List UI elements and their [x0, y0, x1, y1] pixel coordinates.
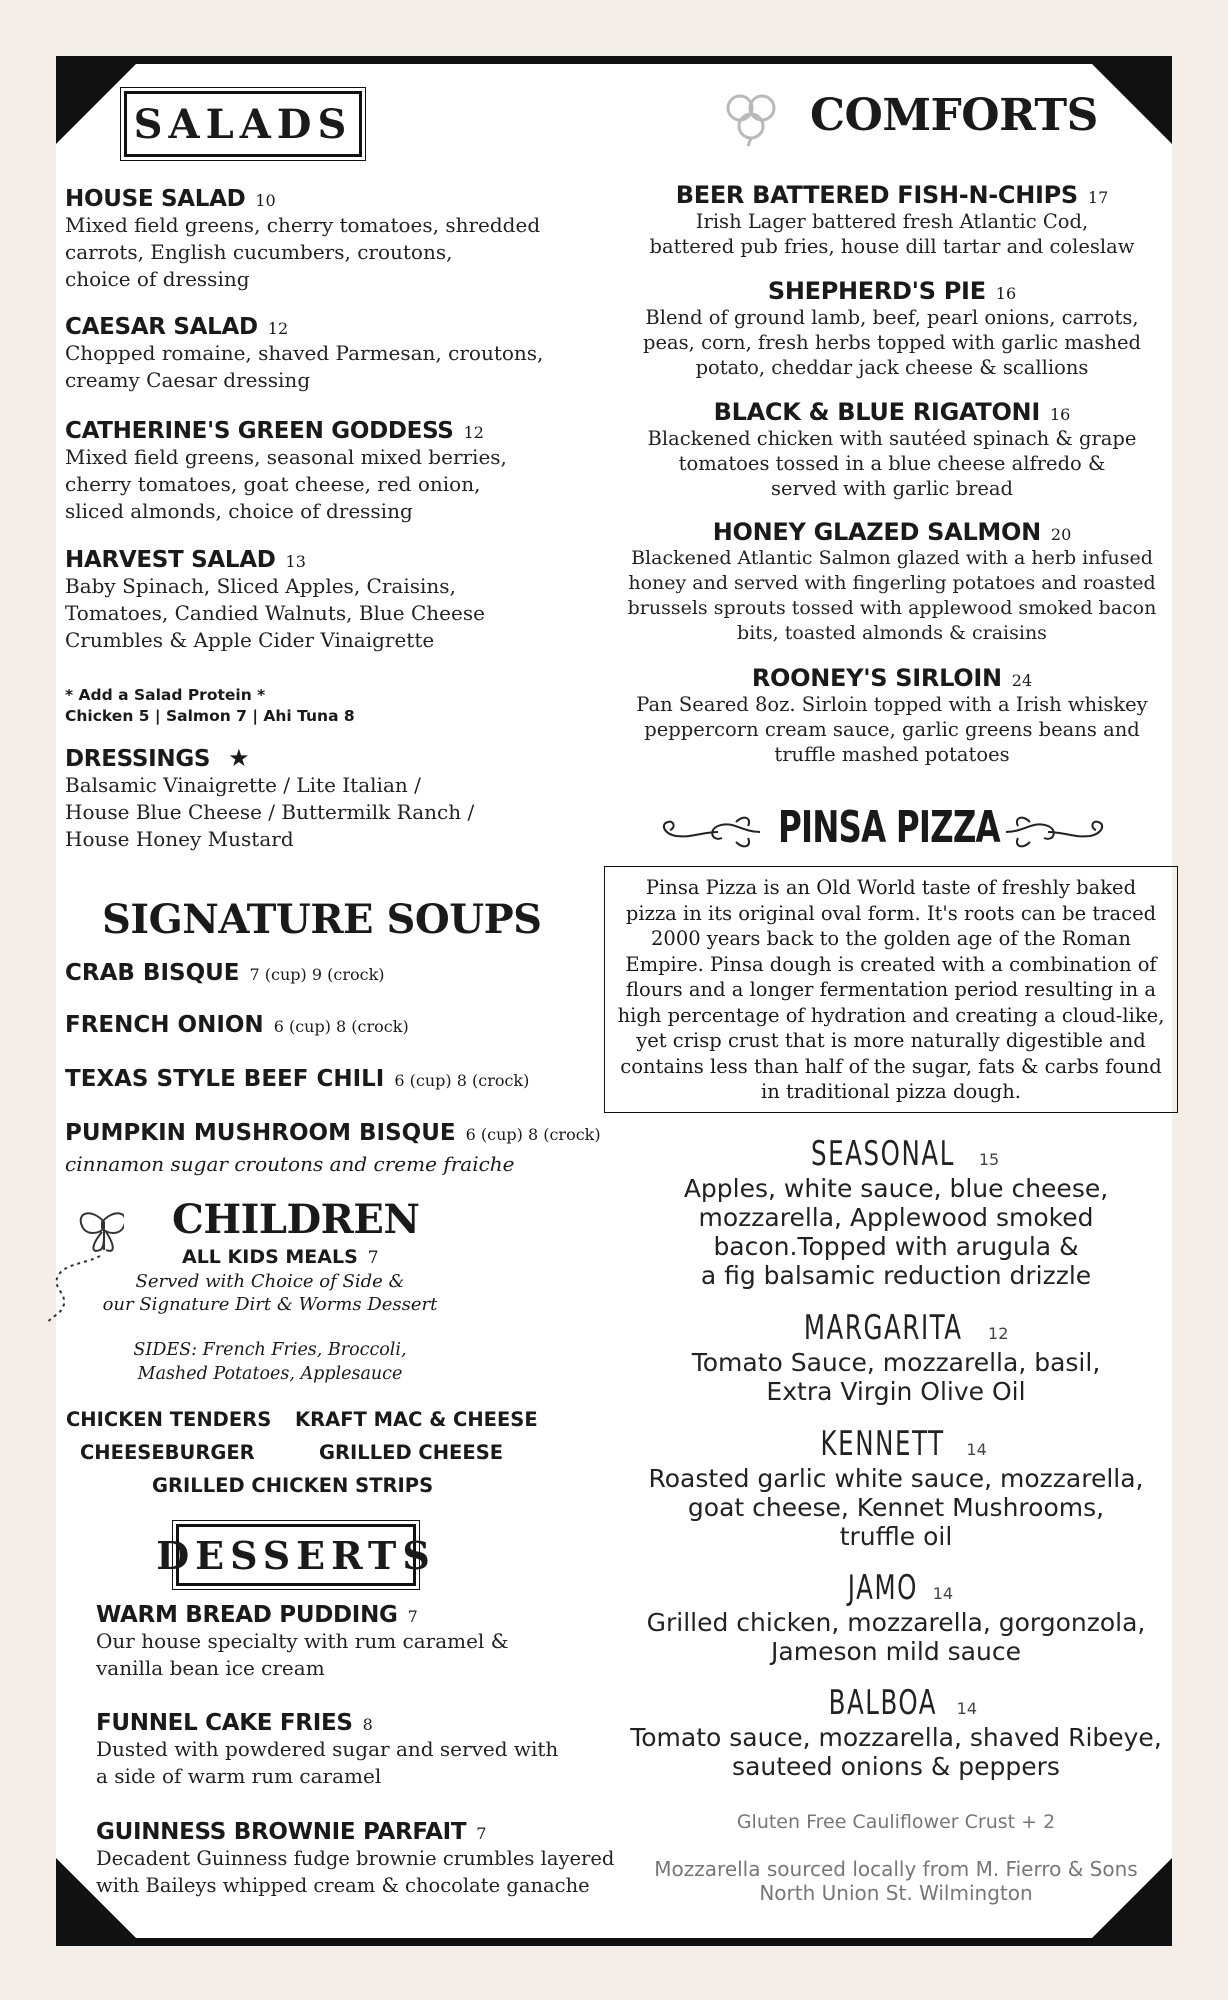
flourish-right-icon — [1004, 808, 1114, 856]
item-desc: truffle mashed potatoes — [774, 743, 1010, 766]
item-desc: Mixed field greens, seasonal mixed berries, — [65, 445, 507, 469]
pizza-desc: bacon.Topped with arugula & — [713, 1232, 1079, 1261]
item-price: 16 — [1049, 405, 1071, 424]
intro-line: contains less than half of the sugar, fats & carbs found — [620, 1054, 1162, 1078]
pizza-desc: truffle oil — [839, 1522, 953, 1551]
intro-line: 2000 years back to the golden age of the Roman — [651, 927, 1131, 950]
item-price: 7 — [407, 1607, 418, 1626]
intro-line: in traditional pizza dough. — [760, 1080, 1022, 1103]
dessert-item — [96, 1602, 656, 1682]
protein-list: Chicken 5 | Salmon 7 | Ahi Tuna 8 — [65, 707, 355, 725]
item-price: 13 — [285, 552, 306, 571]
soup-price: 6 (cup) 8 (crock) — [394, 1071, 530, 1090]
item-desc: creamy Caesar dressing — [65, 368, 311, 392]
item-desc: Irish Lager battered fresh Atlantic Cod, — [695, 210, 1089, 233]
item-desc: Baby Spinach, Sliced Apples, Craisins, — [65, 574, 456, 598]
item-desc: a side of warm rum caramel — [96, 1764, 382, 1788]
pizza-desc: sauteed onions & peppers — [732, 1752, 1060, 1781]
served-line: Served with Choice of Side & — [135, 1271, 405, 1292]
dressing-line: House Blue Cheese / Buttermilk Ranch / — [65, 800, 475, 824]
item-name: FUNNEL CAKE FRIES — [96, 1710, 353, 1736]
item-desc: honey and served with fingerling potatoes and roasted — [628, 572, 1156, 594]
source-line: North Union St. Wilmington — [759, 1881, 1033, 1905]
item-name: SHEPHERD'S PIE — [767, 277, 986, 305]
salad-item — [65, 418, 585, 525]
soup-name: FRENCH ONION — [65, 1012, 264, 1038]
pizza-desc: Tomato Sauce, mozzarella, basil, — [691, 1348, 1101, 1377]
item-price: 24 — [1011, 671, 1033, 690]
dessert-item — [96, 1710, 656, 1790]
soup-item — [65, 1066, 529, 1092]
source-line: Mozzarella sourced locally from M. Fierro & Sons — [654, 1857, 1138, 1881]
intro-line: pizza in its original oval form. It's roots can be traced — [625, 901, 1157, 925]
item-desc: choice of dressing — [65, 267, 250, 291]
pizza-desc: Apples, white sauce, blue cheese, — [683, 1174, 1109, 1203]
item-desc: potato, cheddar jack cheese & scallions — [695, 356, 1089, 379]
item-desc: Mixed field greens, cherry tomatoes, shredded — [65, 213, 541, 237]
item-price: 17 — [1087, 188, 1109, 207]
item-desc: carrots, English cucumbers, croutons, — [65, 240, 453, 264]
item-desc: Decadent Guinness fudge brownie crumbles layered — [96, 1847, 615, 1870]
item-name: WARM BREAD PUDDING — [96, 1602, 398, 1628]
item-name: GUINNESS BROWNIE PARFAIT — [96, 1819, 467, 1845]
dressing-line: Balsamic Vinaigrette / Lite Italian / — [65, 773, 421, 797]
dessert-item — [96, 1819, 656, 1899]
dressings — [65, 744, 585, 853]
pizza-item — [624, 1308, 1168, 1406]
sides-line: SIDES: French Fries, Broccoli, — [133, 1340, 407, 1360]
item-desc: sliced almonds, choice of dressing — [65, 499, 413, 523]
intro-line: Empire. Pinsa dough is created with a combination of — [625, 952, 1157, 976]
item-desc: brussels sprouts tossed with applewood smoked bacon — [627, 597, 1157, 619]
pizza-desc: a fig balsamic reduction drizzle — [700, 1261, 1092, 1290]
item-desc: peppercorn cream sauce, garlic greens beans and — [644, 718, 1140, 741]
pizza-name: MARGARITA — [803, 1308, 963, 1348]
item-desc: battered pub fries, house dill tartar and coleslaw — [649, 235, 1135, 258]
comfort-item — [612, 518, 1172, 646]
item-desc: Pan Seared 8oz. Sirloin topped with a Irish whiskey — [636, 693, 1148, 716]
pizza-price: 14 — [966, 1440, 987, 1459]
item-desc: served with garlic bread — [770, 477, 1014, 500]
kids-served — [100, 1270, 440, 1316]
pizza-price: 12 — [988, 1324, 1009, 1343]
salad-item — [65, 314, 585, 394]
comforts-title: COMFORTS — [810, 90, 1098, 141]
item-name: CATHERINE'S GREEN GODDESS — [65, 418, 454, 444]
item-desc: bits, toasted almonds & craisins — [737, 622, 1047, 644]
desserts-title: DESSERTS — [176, 1524, 416, 1586]
pizza-desc: Jameson mild sauce — [771, 1637, 1021, 1666]
item-name: ROONEY'S SIRLOIN — [751, 664, 1002, 692]
pizza-name: BALBOA — [828, 1683, 938, 1723]
flourish-left-icon — [652, 808, 762, 856]
item-name: HONEY GLAZED SALMON — [712, 518, 1041, 546]
sides-line: Mashed Potatoes, Applesauce — [137, 1364, 403, 1384]
salad-protein — [65, 685, 355, 727]
pizza-desc: mozzarella, Applewood smoked — [698, 1203, 1094, 1232]
kids-sides — [100, 1338, 440, 1386]
intro-line: Pinsa Pizza is an Old World taste of freshly baked — [645, 876, 1137, 899]
dressings-title: DRESSINGS — [65, 746, 211, 772]
gluten-free-note: Gluten Free Cauliflower Crust + 2 — [736, 1811, 1056, 1833]
pizza-price: 15 — [978, 1150, 1000, 1169]
dressing-line: House Honey Mustard — [65, 827, 294, 851]
pizza-desc: Roasted garlic white sauce, mozzarella, — [648, 1464, 1144, 1493]
children-title: CHILDREN — [172, 1196, 420, 1243]
pizza-name: KENNETT — [820, 1424, 945, 1464]
item-desc: tomatoes tossed in a blue cheese alfredo & — [678, 452, 1106, 475]
soup-price: 6 (cup) 8 (crock) — [465, 1125, 601, 1144]
salad-item — [65, 186, 585, 293]
salad-item — [65, 547, 585, 654]
pizza-price: 14 — [932, 1584, 954, 1603]
comfort-item — [612, 181, 1172, 259]
item-desc: Our house specialty with rum caramel & — [96, 1629, 509, 1653]
item-desc: with Baileys whipped cream & chocolate ganache — [96, 1874, 590, 1897]
pizza-name: SEASONAL — [810, 1134, 955, 1174]
item-desc: cherry tomatoes, goat cheese, red onion, — [65, 472, 481, 496]
pizza-desc: Extra Virgin Olive Oil — [766, 1377, 1026, 1406]
intro-line: yet crisp crust that is more naturally digestible and — [636, 1029, 1146, 1052]
protein-title: * Add a Salad Protein * — [65, 686, 266, 704]
item-name: BEER BATTERED FISH-N-CHIPS — [675, 181, 1078, 209]
intro-line: high percentage of hydration and creating a cloud-like, — [617, 1003, 1165, 1027]
item-desc: Blackened Atlantic Salmon glazed with a herb infused — [631, 547, 1153, 569]
item-desc: Blackened chicken with sautéed spinach & grape — [647, 427, 1137, 450]
intro-line: flours and a longer fermentation period resulting in a — [626, 978, 1156, 1001]
soup-name: CRAB BISQUE — [65, 960, 240, 986]
pinsa-intro-box — [604, 866, 1178, 1113]
salads-title: SALADS — [124, 91, 362, 157]
soup-note: cinnamon sugar croutons and creme fraiche — [65, 1152, 515, 1176]
item-name: BLACK & BLUE RIGATONI — [713, 398, 1040, 426]
item-desc: vanilla bean ice cream — [96, 1656, 325, 1680]
pizza-item — [624, 1683, 1168, 1781]
star-icon: ★ — [228, 744, 250, 772]
pizza-item — [624, 1424, 1168, 1551]
kids-item: GRILLED CHICKEN STRIPS — [152, 1474, 434, 1497]
pizza-desc: Tomato sauce, mozzarella, shaved Ribeye, — [630, 1723, 1162, 1752]
item-desc: Dusted with powdered sugar and served with — [96, 1737, 559, 1761]
comfort-item — [612, 664, 1172, 767]
pizza-desc: Grilled chicken, mozzarella, gorgonzola, — [646, 1608, 1146, 1637]
pizza-price: 14 — [956, 1699, 978, 1718]
item-price: 7 — [476, 1824, 487, 1843]
item-price: 10 — [255, 191, 276, 210]
item-price: 8 — [362, 1715, 373, 1734]
soup-name: TEXAS STYLE BEEF CHILI — [65, 1066, 385, 1092]
item-desc: Tomatoes, Candied Walnuts, Blue Cheese — [65, 601, 485, 625]
all-kids-meals: ALL KIDS MEALS — [182, 1246, 358, 1268]
item-price: 16 — [995, 284, 1017, 303]
item-desc: Crumbles & Apple Cider Vinaigrette — [65, 628, 435, 652]
pizza-item — [624, 1134, 1168, 1290]
pizza-name: JAMO — [847, 1568, 918, 1608]
comfort-item — [612, 277, 1172, 380]
pizza-item — [624, 1568, 1168, 1666]
item-name: CAESAR SALAD — [65, 314, 258, 340]
soup-item — [65, 960, 385, 986]
pizza-desc: goat cheese, Kennet Mushrooms, — [687, 1493, 1105, 1522]
kids-item: KRAFT MAC & CHEESE — [295, 1408, 538, 1431]
item-price: 20 — [1050, 525, 1072, 544]
soup-price: 7 (cup) 9 (crock) — [249, 965, 385, 984]
corner-ornament — [1092, 64, 1172, 144]
soups-title: SIGNATURE SOUPS — [102, 896, 542, 943]
celtic-knot-icon — [718, 88, 784, 148]
item-desc: Blend of ground lamb, beef, pearl onions, carrots, — [645, 306, 1139, 329]
all-kids-price: 7 — [367, 1248, 379, 1268]
item-desc: peas, corn, fresh herbs topped with garlic mashed — [643, 331, 1141, 354]
item-name: HARVEST SALAD — [65, 547, 276, 573]
item-desc: Chopped romaine, shaved Parmesan, croutons, — [65, 341, 544, 365]
item-price: 12 — [267, 319, 289, 338]
soup-name: PUMPKIN MUSHROOM BISQUE — [65, 1120, 456, 1146]
comfort-item — [612, 398, 1172, 501]
mozzarella-source — [624, 1857, 1168, 1905]
kids-item: CHEESEBURGER — [80, 1441, 255, 1464]
soup-item — [65, 1120, 601, 1146]
kids-item: CHICKEN TENDERS — [66, 1408, 272, 1431]
soup-price: 6 (cup) 8 (crock) — [273, 1017, 409, 1036]
item-name: HOUSE SALAD — [65, 186, 246, 212]
pinsa-title: PINSA PIZZA — [778, 802, 1000, 853]
served-line: our Signature Dirt & Worms Dessert — [102, 1294, 438, 1315]
kids-item: GRILLED CHEESE — [319, 1441, 504, 1464]
item-price: 12 — [463, 423, 484, 442]
soup-item — [65, 1012, 409, 1038]
